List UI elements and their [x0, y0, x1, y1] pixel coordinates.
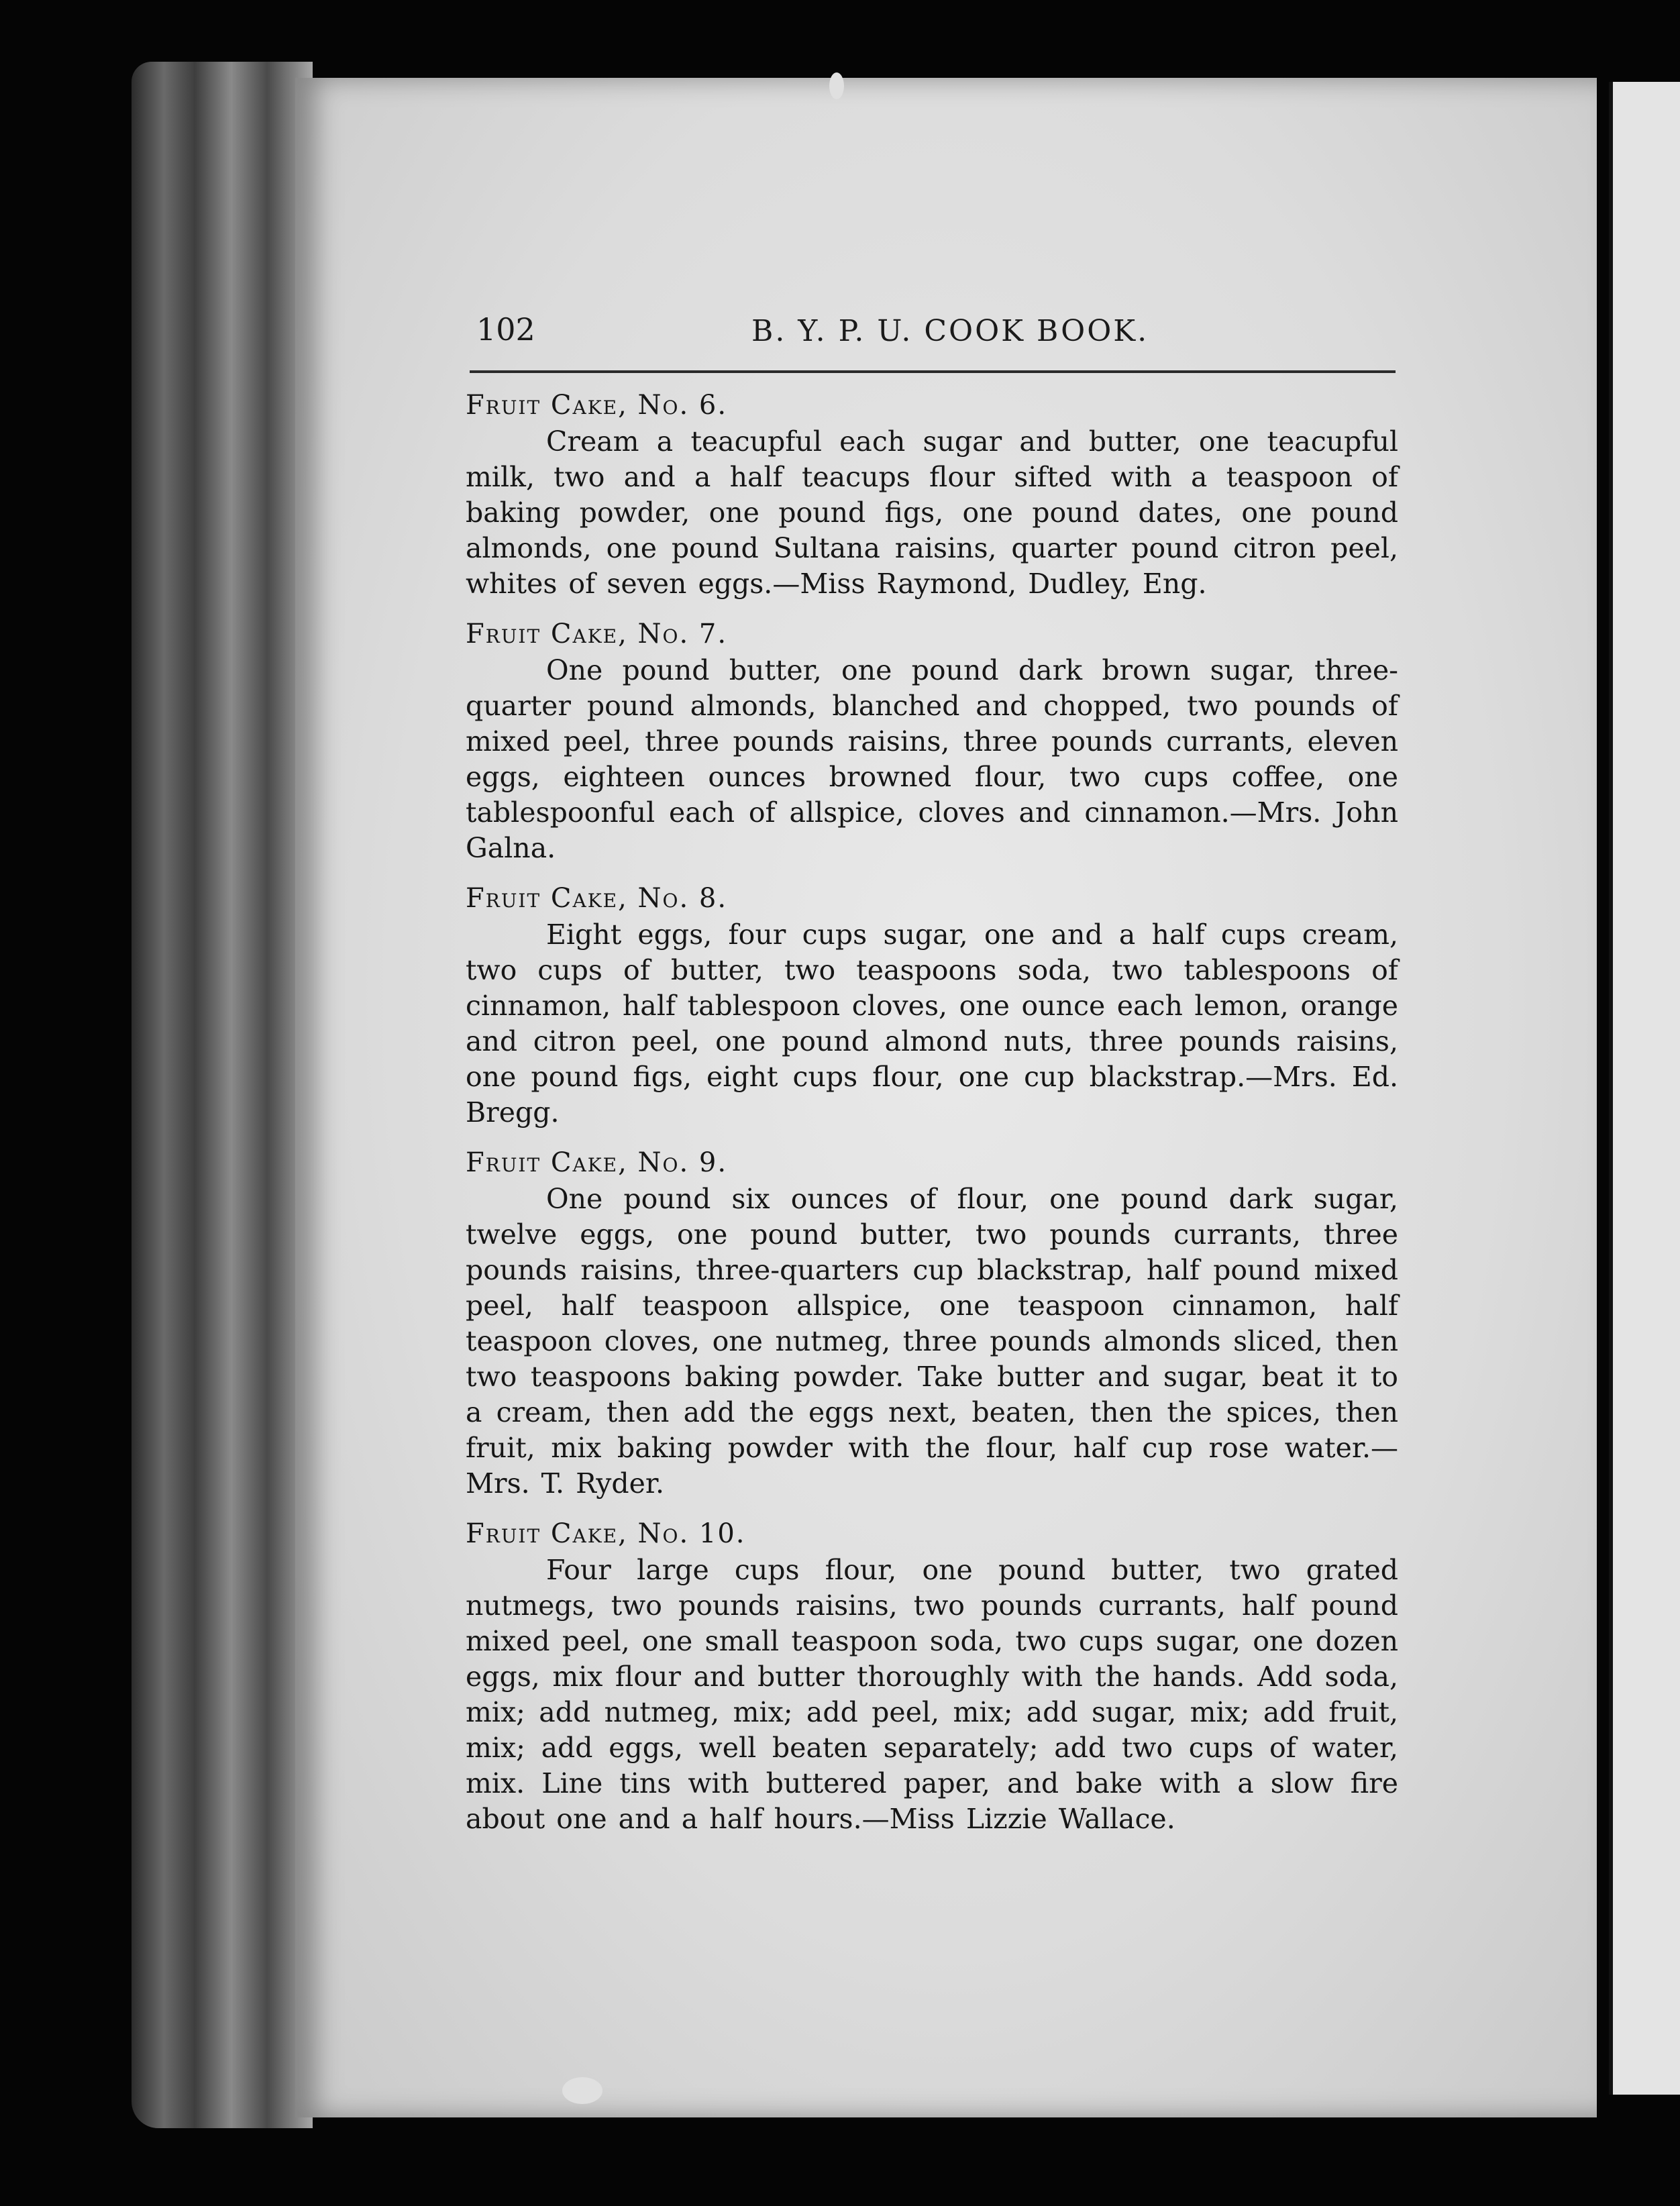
recipe-body: Cream a teacupful each sugar and butter, one teacupful milk, two and a half teacups flour sifted with a teaspoon of baking powder, one pound figs, one pound dates, one pound almonds, one pound Sultana raisins, quarter pound citron peel, whites of seven eggs.—Miss Raymond, Dudley, Eng. [466, 425, 1398, 600]
recipe-fruit-cake-10 [466, 1515, 1398, 1837]
recipe-title: Fruit Cake, No. 7. [466, 619, 728, 649]
book-edge [132, 62, 313, 2128]
recipe-body: Eight eggs, four cups sugar, one and a half cups cream, two cups of butter, two teaspoons soda, two tablespoons of cinnamon, half tablespoon cloves, one ounce each lemon, orange and citron peel, one pound almond nuts, three pounds raisins, one pound figs, eight cups flour, one cup blackstrap.—Mrs. Ed. Bregg. [466, 918, 1398, 1128]
recipe-title: Fruit Cake, No. 6. [466, 390, 728, 421]
header-rule [470, 370, 1396, 373]
page-number: 102 [476, 311, 535, 348]
recipe-body: One pound butter, one pound dark brown sugar, three-quarter pound almonds, blanched and chopped, two pounds of mixed peel, three pounds raisins, three pounds currants, eleven eggs, eighteen ounces browned flour, two cups coffee, one tablespoonful each of allspice, cloves and cinnamon.—Mrs. John Galna. [466, 654, 1398, 864]
recipe-fruit-cake-7 [466, 615, 1398, 866]
recipe-body: Four large cups flour, one pound butter, two grated nutmegs, two pounds raisins, two pounds currants, half pound mixed peel, one small teaspoon soda, two cups sugar, one dozen eggs, mix flour and butter thoroughly with the hands. Add soda, mix; add nutmeg, mix; add peel, mix; add sugar, mix; add fruit, mix; add eggs, well beaten separately; add two cups of water, mix. Line tins with buttered paper, and bake with a slow fire about one and a half hours.—Miss Lizzie Wallace. [466, 1554, 1398, 1835]
recipe-title: Fruit Cake, No. 8. [466, 883, 728, 914]
page-header [476, 311, 1396, 365]
recipe-fruit-cake-6 [466, 386, 1398, 602]
recipe-fruit-cake-8 [466, 880, 1398, 1131]
recipe-list [466, 386, 1398, 1850]
facing-page-edge [1609, 82, 1680, 2095]
recipe-body: One pound six ounces of flour, one pound dark sugar, twelve eggs, one pound butter, two pounds currants, three pounds raisins, three-quarters cup blackstrap, half pound mixed peel, half teaspoon allspice, one teaspoon cinnamon, half teaspoon cloves, one nutmeg, three pounds almonds sliced, then two teaspoons baking powder. Take butter and sugar, beat it to a cream, then add the eggs next, beaten, then the spices, then fruit, mix baking powder with the flour, half cup rose water.—Mrs. T. Ryder. [466, 1183, 1398, 1500]
recipe-fruit-cake-9 [466, 1144, 1398, 1502]
paper-fleck [562, 2077, 602, 2104]
recipe-title: Fruit Cake, No. 10. [466, 1518, 746, 1549]
running-title: B. Y. P. U. COOK BOOK. [751, 314, 1149, 348]
paper-fleck [829, 72, 844, 99]
recipe-title: Fruit Cake, No. 9. [466, 1147, 728, 1178]
